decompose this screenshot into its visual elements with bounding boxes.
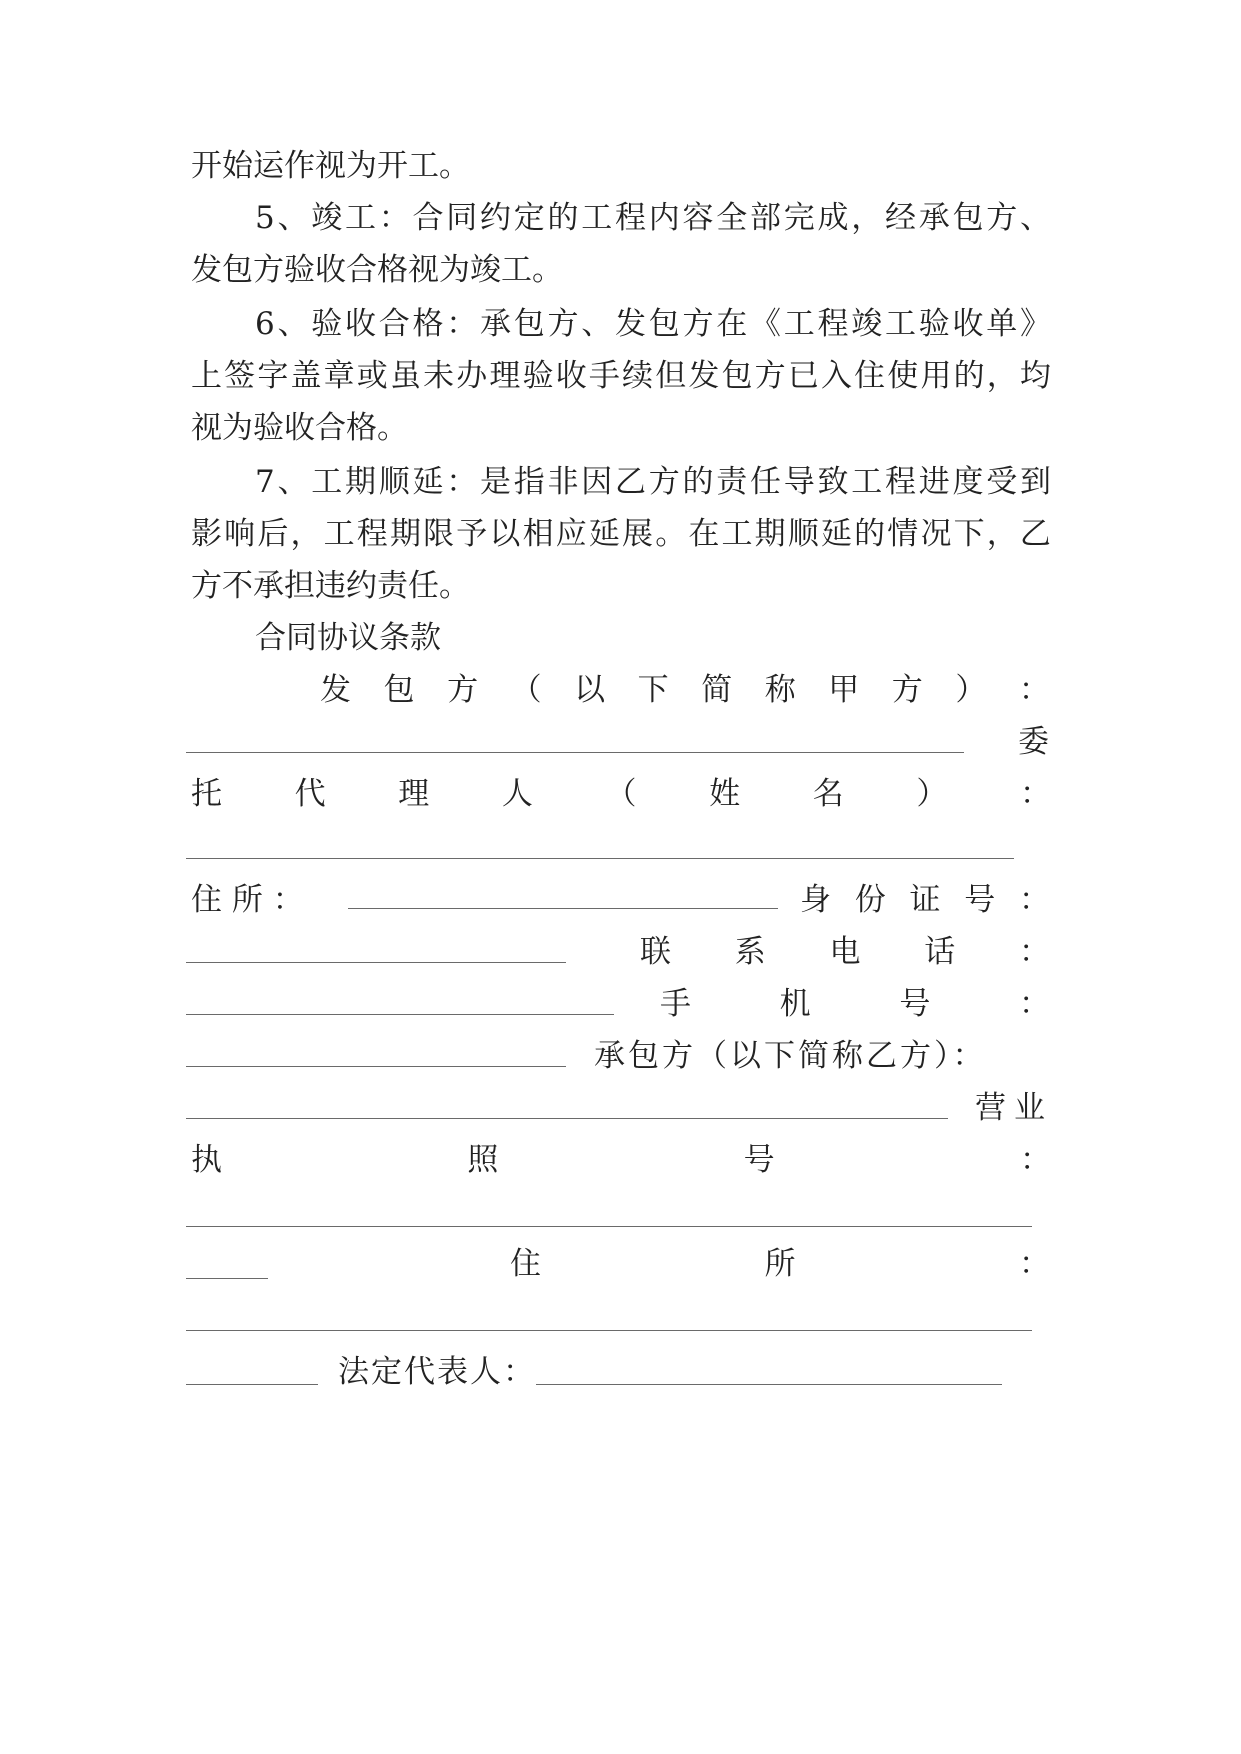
char: 简 xyxy=(701,672,733,708)
char: 验 xyxy=(311,306,343,342)
phone-field[interactable] xyxy=(186,1014,614,1015)
char: 导 xyxy=(783,464,815,500)
char: 责 xyxy=(716,464,748,500)
char: 验 xyxy=(918,306,950,342)
char: 包 xyxy=(721,358,753,394)
char: 发 xyxy=(320,672,351,708)
body-text: 开始运作视为开工。 xyxy=(191,148,470,184)
char: 、 xyxy=(277,464,309,500)
char: 系 xyxy=(734,934,766,970)
char: （ xyxy=(510,672,542,708)
char: 盖 xyxy=(290,358,322,394)
char: 收 xyxy=(555,358,587,394)
body-text xyxy=(191,512,1051,556)
char: 包 xyxy=(513,306,545,342)
char: 合 xyxy=(412,200,444,236)
char: 方 xyxy=(648,464,680,500)
char: 乙 xyxy=(1019,516,1051,552)
clause-acceptance xyxy=(191,302,1051,346)
address-label: 住 所 ： xyxy=(191,882,304,918)
char: 经 xyxy=(884,200,916,236)
address-field[interactable] xyxy=(348,908,778,909)
party-b-address-field-cont[interactable] xyxy=(186,1384,318,1385)
char: 》 xyxy=(1019,306,1051,342)
char: 内 xyxy=(648,200,680,236)
char: ， xyxy=(986,358,1018,394)
char: 的 xyxy=(547,200,579,236)
char: 部 xyxy=(749,200,781,236)
clause-completion xyxy=(191,196,1051,240)
char: 影 xyxy=(191,516,222,552)
char: 以 xyxy=(489,516,521,552)
char: 工 xyxy=(783,306,815,342)
char: 虽 xyxy=(389,358,421,394)
party-b-address-field[interactable] xyxy=(186,1330,1032,1331)
char: 联 xyxy=(640,934,671,970)
char: 份 xyxy=(854,882,886,918)
char: 的 xyxy=(682,464,714,500)
char: 理 xyxy=(398,776,430,812)
char: 手 xyxy=(660,986,691,1022)
char: 电 xyxy=(829,934,861,970)
license-field[interactable] xyxy=(186,1226,1032,1227)
legal-rep-field[interactable] xyxy=(536,1384,1002,1385)
char: 照 xyxy=(467,1142,499,1178)
char: 收 xyxy=(344,306,376,342)
char: 但 xyxy=(655,358,687,394)
char: 使 xyxy=(887,358,919,394)
party-a-title xyxy=(320,668,1050,712)
char: 执 xyxy=(191,1142,222,1178)
section-heading: 合同协议条款 xyxy=(255,620,441,656)
char: 方 xyxy=(547,306,579,342)
license-label xyxy=(191,1138,1051,1182)
char: 号 xyxy=(743,1142,775,1178)
char: 或 xyxy=(356,358,388,394)
char: 期 xyxy=(344,464,376,500)
char: 包 xyxy=(648,306,680,342)
char: 合 xyxy=(378,306,410,342)
char: 代 xyxy=(294,776,326,812)
char: 受 xyxy=(986,464,1018,500)
char: ： xyxy=(1019,934,1050,970)
char: 住 xyxy=(510,1246,541,1282)
char: 验 xyxy=(522,358,554,394)
char: ） xyxy=(916,776,948,812)
char: 展 xyxy=(622,516,654,552)
char: 顺 xyxy=(787,516,819,552)
char: 发 xyxy=(688,358,720,394)
char: 工 xyxy=(311,464,343,500)
char: 5 xyxy=(255,200,275,236)
id-number-label xyxy=(800,878,1050,922)
char: 竣 xyxy=(311,200,343,236)
char: 人 xyxy=(501,776,533,812)
char: 工 xyxy=(884,306,916,342)
char: 甲 xyxy=(828,672,860,708)
char: 后 xyxy=(257,516,289,552)
char: 延 xyxy=(820,516,852,552)
agent-name-field[interactable] xyxy=(186,858,1014,859)
char: ： xyxy=(378,200,410,236)
char: ， xyxy=(851,200,883,236)
char: 程 xyxy=(614,200,646,236)
char: 竣 xyxy=(851,306,883,342)
char: 手 xyxy=(588,358,620,394)
char: 工 xyxy=(344,200,376,236)
char: 程 xyxy=(817,306,849,342)
char: 工 xyxy=(721,516,753,552)
char: 、 xyxy=(1019,200,1051,236)
char: 单 xyxy=(986,306,1018,342)
char: 住 xyxy=(854,358,886,394)
char: 、 xyxy=(277,306,309,342)
char: 乙 xyxy=(614,464,646,500)
char: 以 xyxy=(574,672,606,708)
char: 进 xyxy=(918,464,950,500)
char: ） xyxy=(955,672,987,708)
char: 顺 xyxy=(378,464,410,500)
char: 。 xyxy=(655,516,687,552)
char: 办 xyxy=(456,358,488,394)
char: 在 xyxy=(688,516,720,552)
char: 况 xyxy=(920,516,952,552)
char: 约 xyxy=(479,200,511,236)
char: 延 xyxy=(588,516,620,552)
char: ， xyxy=(290,516,322,552)
char: 称 xyxy=(764,672,796,708)
char: 用 xyxy=(920,358,952,394)
char: 致 xyxy=(817,464,849,500)
party-a-name-field[interactable] xyxy=(186,752,964,753)
char: ： xyxy=(1018,672,1050,708)
mobile-label xyxy=(660,982,1050,1026)
char: 话 xyxy=(924,934,956,970)
agent-label-lead: 委 xyxy=(1018,724,1049,760)
char: 、 xyxy=(581,306,613,342)
char: 章 xyxy=(323,358,355,394)
char: 期 xyxy=(389,516,421,552)
char: 情 xyxy=(887,516,919,552)
char: 同 xyxy=(446,200,478,236)
char: 已 xyxy=(787,358,819,394)
char: 入 xyxy=(820,358,852,394)
body-text: 方不承担违约责任。 xyxy=(191,568,470,604)
char: 期 xyxy=(754,516,786,552)
char: 非 xyxy=(547,464,579,500)
char: 、 xyxy=(277,200,309,236)
char: 相 xyxy=(522,516,554,552)
char: 的 xyxy=(854,516,886,552)
char: 发 xyxy=(614,306,646,342)
char: 应 xyxy=(555,516,587,552)
clause-extension xyxy=(191,460,1051,504)
char: ： xyxy=(446,306,478,342)
mobile-field[interactable] xyxy=(186,1066,566,1067)
char: 限 xyxy=(423,516,455,552)
char: 身 xyxy=(800,882,831,918)
char: 延 xyxy=(412,464,444,500)
char: 上 xyxy=(191,358,222,394)
party-b-title: 承包方（以下简称乙方）： xyxy=(594,1038,987,1074)
char: 度 xyxy=(952,464,984,500)
char: 工 xyxy=(323,516,355,552)
char: 程 xyxy=(884,464,916,500)
char: 下 xyxy=(637,672,669,708)
char: 的 xyxy=(953,358,985,394)
char: 因 xyxy=(581,464,613,500)
char: 是 xyxy=(479,464,511,500)
char: 承 xyxy=(479,306,511,342)
char: 号 xyxy=(964,882,996,918)
char: ： xyxy=(1019,882,1050,918)
char: 予 xyxy=(456,516,488,552)
char: 机 xyxy=(779,986,811,1022)
char: 《 xyxy=(749,306,781,342)
char: 方 xyxy=(891,672,923,708)
char: 程 xyxy=(356,516,388,552)
char: 收 xyxy=(952,306,984,342)
char: 响 xyxy=(224,516,256,552)
char: 包 xyxy=(952,200,984,236)
party-b-name-field[interactable] xyxy=(186,1118,948,1119)
char: 6 xyxy=(255,306,275,342)
body-text: 发包方验收合格视为竣工。 xyxy=(191,252,563,288)
license-field-cont[interactable] xyxy=(186,1278,268,1279)
char: 均 xyxy=(1019,358,1051,394)
char: ： xyxy=(1020,776,1051,812)
char: 工 xyxy=(581,200,613,236)
char: ： xyxy=(1019,1142,1051,1178)
char: 格 xyxy=(412,306,444,342)
char: ， xyxy=(986,516,1018,552)
char: 任 xyxy=(749,464,781,500)
char: ： xyxy=(446,464,478,500)
phone-label xyxy=(640,930,1050,974)
char: 方 xyxy=(682,306,714,342)
char: 下 xyxy=(953,516,985,552)
license-label-lead: 营业 xyxy=(975,1090,1053,1126)
agent-label xyxy=(191,772,1051,816)
char: 成 xyxy=(817,200,849,236)
char: 托 xyxy=(191,776,222,812)
char: 名 xyxy=(812,776,844,812)
char: 理 xyxy=(489,358,521,394)
char: 签 xyxy=(224,358,256,394)
char: 定 xyxy=(513,200,545,236)
char: ： xyxy=(1018,986,1050,1022)
char: 包 xyxy=(383,672,415,708)
body-text: 视为验收合格。 xyxy=(191,410,408,446)
char: 姓 xyxy=(709,776,741,812)
party-b-address-label xyxy=(510,1242,1050,1286)
char: 在 xyxy=(716,306,748,342)
char: 到 xyxy=(1019,464,1051,500)
char: 证 xyxy=(909,882,941,918)
char: 所 xyxy=(764,1246,796,1282)
char: 号 xyxy=(899,986,931,1022)
char: ： xyxy=(1019,1246,1050,1282)
char: 全 xyxy=(716,200,748,236)
char: 7 xyxy=(255,464,275,500)
id-number-field[interactable] xyxy=(186,962,566,963)
body-text xyxy=(191,354,1051,398)
char: 工 xyxy=(851,464,883,500)
char: 容 xyxy=(682,200,714,236)
char: 未 xyxy=(423,358,455,394)
char: 完 xyxy=(783,200,815,236)
legal-rep-label: 法定代表人： xyxy=(338,1354,536,1390)
char: 指 xyxy=(513,464,545,500)
char: 方 xyxy=(754,358,786,394)
char: （ xyxy=(605,776,637,812)
char: 承 xyxy=(918,200,950,236)
char: 续 xyxy=(622,358,654,394)
char: 方 xyxy=(986,200,1018,236)
char: 字 xyxy=(257,358,289,394)
char: 方 xyxy=(447,672,479,708)
